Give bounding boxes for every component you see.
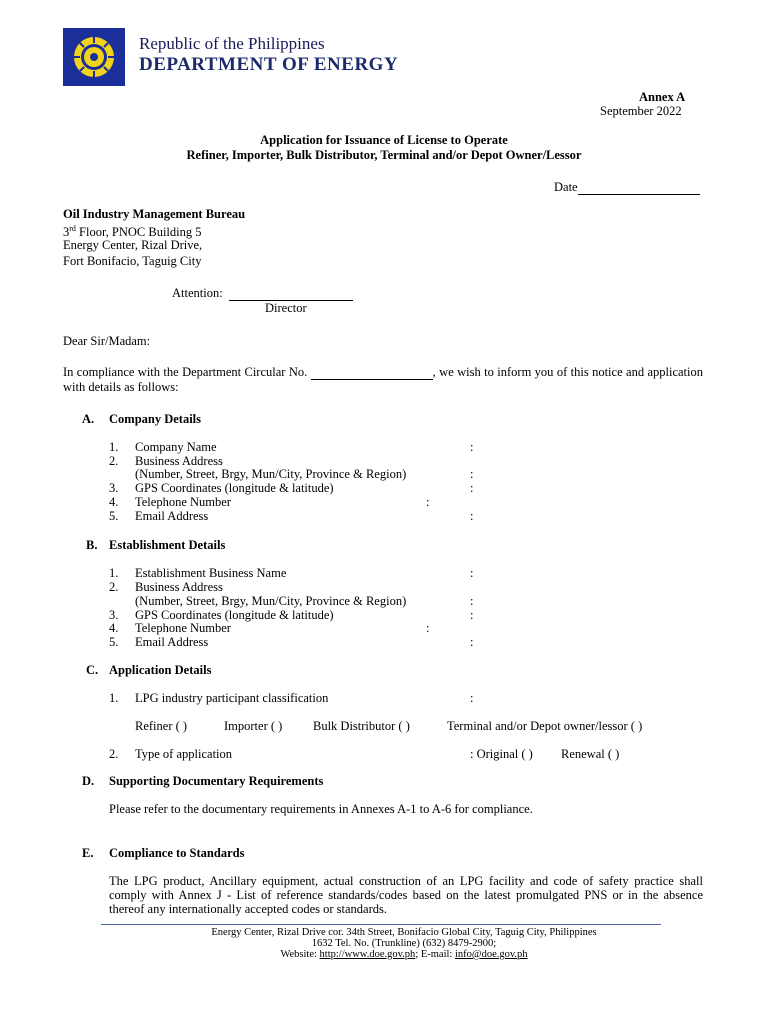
a-item-colon: : — [470, 509, 474, 523]
footer-email-label: ; E-mail: — [415, 949, 453, 960]
date-blank — [578, 180, 700, 195]
a-item-num: 1. — [109, 440, 119, 454]
footer-divider — [101, 924, 661, 925]
footer-phone: 1632 Tel. No. (Trunkline) (632) 8479-2900; — [311, 938, 497, 949]
b-item-num: 2. — [109, 580, 119, 594]
c-item-label: LPG industry participant classification — [135, 691, 329, 705]
bureau-name: Oil Industry Management Bureau — [63, 207, 246, 221]
section-d-text: Please refer to the documentary requirements in Annexes A-1 to A-6 for compliance. — [109, 802, 533, 816]
a-item-num: 2. — [109, 454, 119, 468]
b-item-label: Establishment Business Name — [135, 566, 287, 580]
b-item-label: GPS Coordinates (longitude & latitude) — [135, 608, 334, 622]
b-item-label: Business Address — [135, 580, 223, 594]
a-item-label: Telephone Number — [135, 495, 231, 509]
b-item-colon: : — [470, 594, 474, 608]
section-e-letter: E. — [82, 846, 94, 860]
b-item-label: Telephone Number — [135, 621, 231, 635]
a-item-label: GPS Coordinates (longitude & latitude) — [135, 481, 334, 495]
a-item-label: Company Name — [135, 440, 217, 454]
a-item-label: Business Address — [135, 454, 223, 468]
email-link[interactable]: info@doe.gov.ph — [454, 949, 528, 960]
option-terminal-depot[interactable]: Terminal and/or Depot owner/lessor ( ) — [447, 719, 643, 733]
section-d-letter: D. — [82, 774, 95, 788]
address-line1: 3rd Floor, PNOC Building 5 — [63, 224, 202, 240]
b-item-num: 3. — [109, 608, 119, 622]
republic-label: Republic of the Philippines — [139, 34, 325, 53]
footer-contact — [0, 949, 768, 961]
form-subtitle: Refiner, Importer, Bulk Distributor, Terminal and/or Depot Owner/Lessor — [186, 148, 582, 162]
b-item-colon: : — [470, 635, 474, 649]
a-item-num: 5. — [109, 509, 119, 523]
attention-line — [172, 286, 353, 301]
b-item-num: 5. — [109, 635, 119, 649]
c-item-num: 2. — [109, 747, 119, 761]
a-item-num: 4. — [109, 495, 119, 509]
section-b-title: Establishment Details — [109, 538, 226, 552]
b-item-colon: : — [470, 566, 474, 580]
section-e-text: The LPG product, Ancillary equipment, actual construction of an LPG facility and code of safety practice shall comply with Annex J - List of reference standards/codes based on the latest promulgated PNS or in the absence thereof any internationally accepted codes or standards. — [109, 874, 703, 916]
circular-blank — [311, 365, 433, 380]
option-importer[interactable]: Importer ( ) — [224, 719, 283, 733]
a-item-colon: : — [470, 481, 474, 495]
attention-label: Attention: — [172, 286, 223, 300]
c-item-num: 1. — [109, 691, 119, 705]
salutation: Dear Sir/Madam: — [63, 334, 151, 348]
a-item-num: 3. — [109, 481, 119, 495]
b-item-colon: : — [426, 621, 430, 635]
option-bulk-distributor[interactable]: Bulk Distributor ( ) — [313, 719, 410, 733]
b-item-num: 1. — [109, 566, 119, 580]
c-item-label: Type of application — [135, 747, 233, 761]
address-line3: Fort Bonifacio, Taguig City — [63, 254, 202, 268]
section-d-title: Supporting Documentary Requirements — [109, 774, 324, 788]
website-link[interactable]: http://www.doe.gov.ph — [319, 949, 416, 960]
b-item-label: (Number, Street, Brgy, Mun/City, Province & Region) — [135, 594, 407, 608]
attention-title: Director — [265, 301, 307, 315]
date-label: Date — [554, 180, 578, 194]
a-item-colon: : — [470, 467, 474, 481]
date-field — [554, 180, 700, 195]
section-b-letter: B. — [86, 538, 98, 552]
option-original[interactable]: : Original ( ) — [470, 747, 533, 761]
section-c-letter: C. — [86, 663, 99, 677]
a-item-colon: : — [470, 440, 474, 454]
section-a-letter: A. — [82, 412, 95, 426]
option-renewal[interactable]: Renewal ( ) — [561, 747, 620, 761]
a-item-label: Email Address — [135, 509, 209, 523]
attention-blank — [229, 286, 353, 301]
a-item-label: (Number, Street, Brgy, Mun/City, Province & Region) — [135, 467, 407, 481]
b-item-colon: : — [470, 608, 474, 622]
intro-paragraph: In compliance with the Department Circular No. , we wish to inform you of this notice and application with details as follows: — [63, 365, 703, 394]
a-item-colon: : — [426, 495, 430, 509]
footer-address: Energy Center, Rizal Drive cor. 34th Street, Bonifacio Global City, Taguig City, Philippines — [211, 927, 597, 938]
footer-website-label: Website: — [280, 949, 317, 960]
section-c-title: Application Details — [109, 663, 212, 677]
annex-date: September 2022 — [600, 104, 682, 118]
annex-label: Annex A — [639, 90, 686, 104]
form-title: Application for Issuance of License to Operate — [260, 133, 508, 147]
department-title: DEPARTMENT OF ENERGY — [139, 54, 399, 75]
address-line2: Energy Center, Rizal Drive, — [63, 238, 203, 252]
b-item-num: 4. — [109, 621, 119, 635]
section-a-title: Company Details — [109, 412, 202, 426]
c-item-colon: : — [470, 691, 474, 705]
b-item-label: Email Address — [135, 635, 209, 649]
doe-logo — [63, 28, 125, 86]
option-refiner[interactable]: Refiner ( ) — [135, 719, 188, 733]
section-e-title: Compliance to Standards — [109, 846, 245, 860]
